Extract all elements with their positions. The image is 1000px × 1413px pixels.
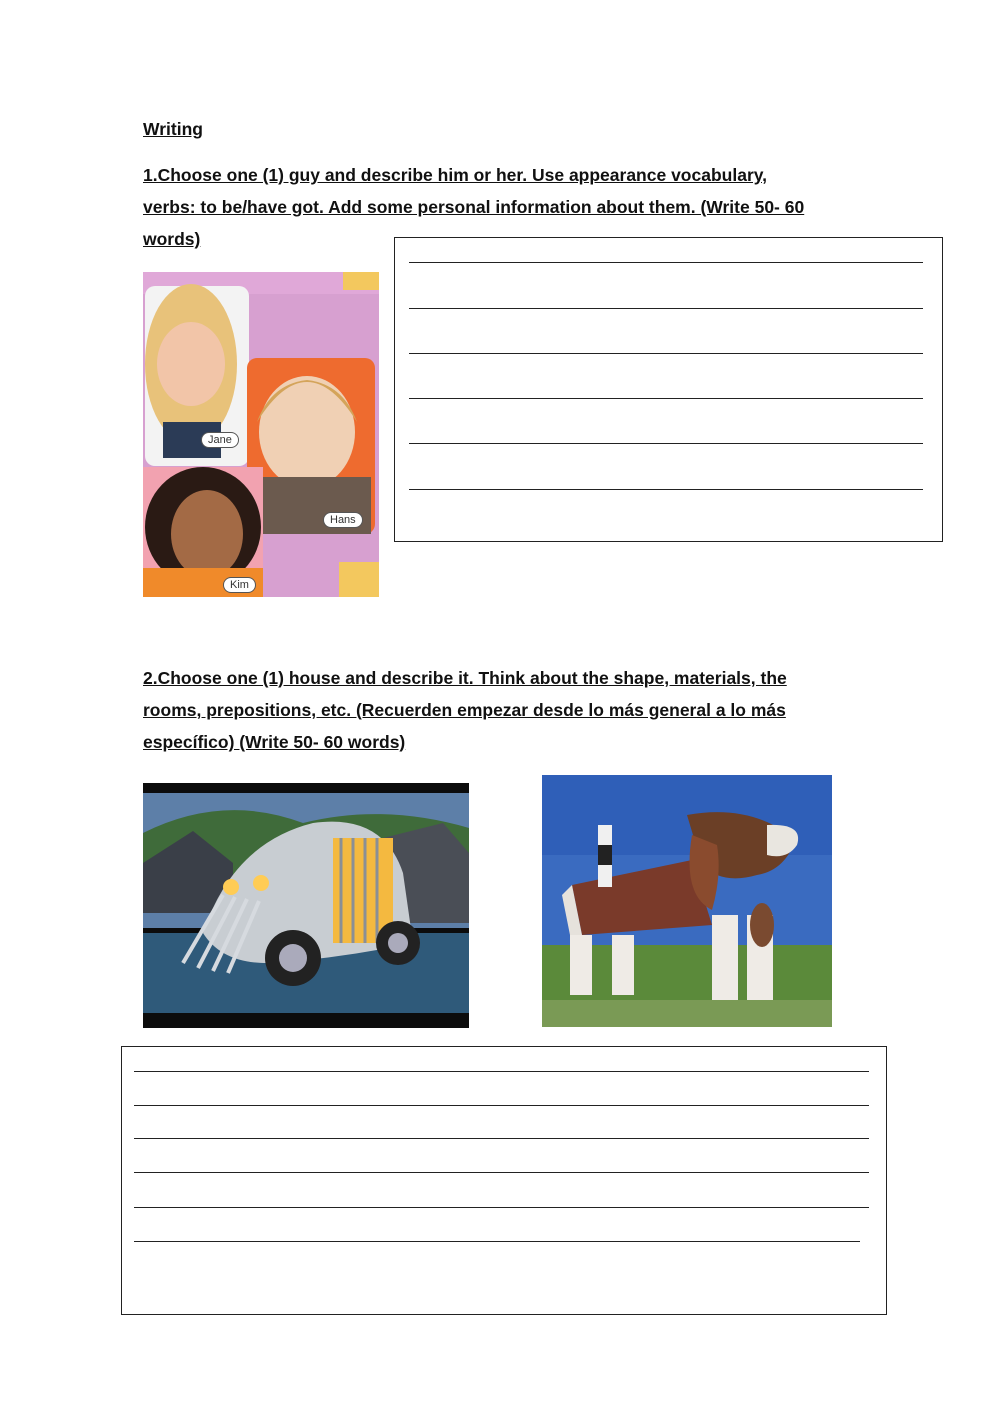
answer-line (409, 398, 923, 399)
answer-line (409, 443, 923, 444)
name-tag-jane: Jane (201, 432, 239, 448)
kids-illustration (143, 272, 379, 597)
kids-photo (143, 272, 379, 597)
answer-line (134, 1172, 869, 1173)
answer-line (409, 489, 923, 490)
answer-line (134, 1105, 869, 1106)
answer-line (134, 1241, 860, 1242)
answer-line (409, 262, 923, 263)
answer-line (409, 353, 923, 354)
name-tag-hans: Hans (323, 512, 363, 528)
name-tag-kim: Kim (223, 577, 256, 593)
page-heading: Writing (143, 119, 203, 139)
answer-line (134, 1071, 869, 1072)
dog-house-illustration (542, 775, 832, 1027)
answer-line (409, 308, 923, 309)
q1-line-3: words) (143, 229, 201, 249)
q2-answer-box[interactable] (121, 1046, 887, 1315)
car-house-photo (143, 783, 469, 1028)
answer-line (134, 1207, 869, 1208)
car-house-illustration (143, 783, 469, 1028)
dog-house-photo (542, 775, 832, 1027)
answer-line (134, 1138, 869, 1139)
q1-line-2: verbs: to be/have got. Add some personal information about them. (Write 50- 60 (143, 197, 805, 217)
q1-answer-box[interactable] (394, 237, 943, 542)
q2-line-3: específico) (Write 50- 60 words) (143, 732, 406, 752)
q1-line-1: 1.Choose one (1) guy and describe him or her. Use appearance vocabulary, (143, 165, 768, 185)
q2-line-1: 2.Choose one (1) house and describe it. Think about the shape, materials, the (143, 668, 787, 688)
q2-line-2: rooms, prepositions, etc. (Recuerden empezar desde lo más general a lo más (143, 700, 786, 720)
